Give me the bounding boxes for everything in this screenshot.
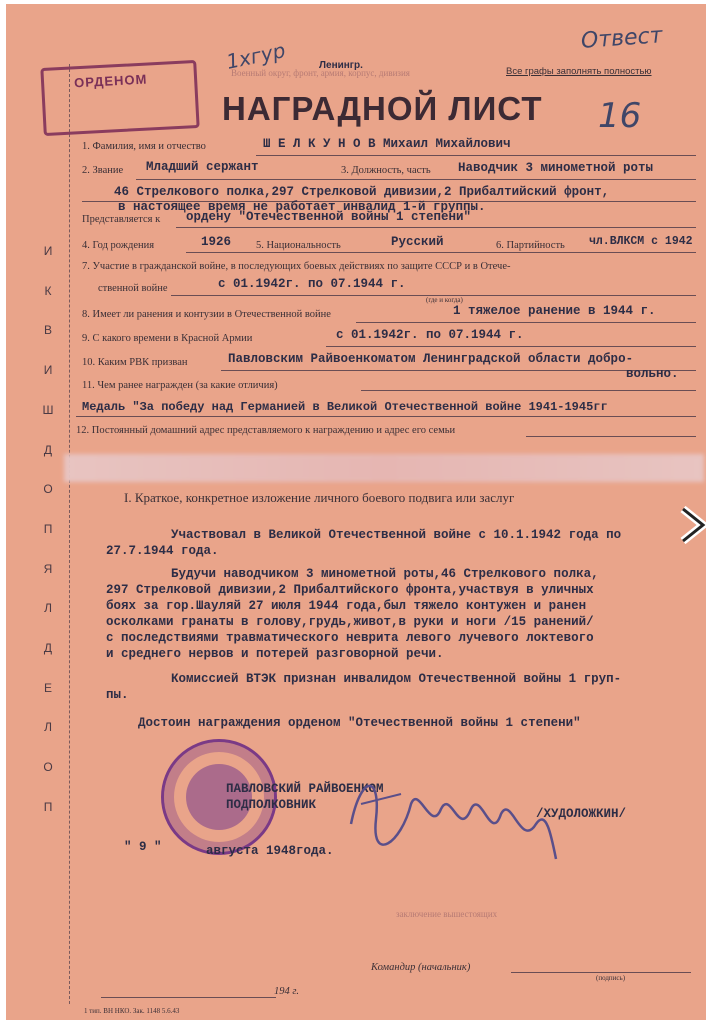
archive-stamp	[40, 60, 199, 136]
field-8-value: 1 тяжелое ранение в 1944 г.	[453, 304, 656, 318]
paragraph-3-line1: Комиссией ВТЭК признан инвалидом Отечественной войны 1 груп-	[171, 672, 622, 686]
field-8-label: 8. Имеет ли ранения и контузии в Отечественной войне	[82, 309, 331, 320]
commander-signature-hint: (подпись)	[596, 974, 626, 982]
sidebar-letter: Е	[43, 680, 52, 695]
date-day: " 9 "	[124, 840, 162, 854]
sidebar-letter: Д	[43, 641, 53, 656]
sidebar-letter: К	[44, 283, 52, 298]
sidebar-letter: Ш	[42, 402, 54, 417]
commander-label: Командир (начальник)	[371, 962, 471, 973]
field-5-value: Русский	[391, 235, 444, 249]
official-seal	[161, 739, 277, 855]
paragraph-2-line2: 297 Стрелковой дивизии,2 Прибалтийского фронта,участвуя в уличных	[106, 583, 594, 597]
field-10-value-line2: вольно.	[626, 367, 679, 381]
field-11-value: Медаль "За победу над Германией в Великой Отечественной войне 1941-1945гг	[82, 400, 608, 414]
handwritten-note-top-right: Отвест	[580, 23, 664, 54]
field-9-value: с 01.1942г. по 07.1944 г.	[336, 328, 524, 342]
signatory-title-line2: ПОДПОЛКОВНИК	[226, 798, 317, 812]
sidebar-letter: П	[43, 799, 53, 814]
paragraph-1-line2: 27.7.1944 года.	[106, 544, 219, 558]
field-1-value: Ш Е Л К У Н О В Михаил Михайлович	[263, 137, 511, 151]
date-suffix: года.	[296, 844, 334, 858]
sidebar-letter: Я	[43, 561, 53, 576]
sidebar-letter: И	[43, 363, 53, 378]
field-11-label: 11. Чем ранее награжден (за какие отличия)	[82, 380, 278, 391]
sidebar-letter: Л	[44, 720, 52, 735]
field-3-value-line1: Наводчик 3 минометной роты	[458, 161, 654, 175]
year-line: 194 г.	[274, 986, 299, 997]
paragraph-1-line1: Участвовал в Великой Отечественной войне с 10.1.1942 года по	[171, 528, 622, 542]
field-3-value-line2: 46 Стрелкового полка,297 Стрелковой дивизии,2 Прибалтийский фронт,	[114, 185, 610, 199]
signatory-title-line1: ПАВЛОВСКИЙ РАЙВОЕНКОМ	[226, 782, 384, 796]
faint-lower-text: заключение вышестоящих	[396, 909, 498, 919]
field-4-value: 1926	[201, 235, 232, 249]
sidebar-letter: Д	[43, 442, 53, 457]
field-6-value: чл.ВЛКСМ с 1942	[589, 235, 693, 248]
city-stamp: Ленингр.	[319, 60, 363, 71]
field-6-label: 6. Партийность	[496, 240, 565, 251]
sidebar-letter: О	[43, 482, 53, 497]
document-title: НАГРАДНОЙ ЛИСТ	[222, 90, 543, 127]
sidebar-letter: В	[43, 323, 52, 338]
paragraph-2-line5: с последствиями травматического неврита левого лучевого локтевого	[106, 631, 594, 645]
sidebar-vertical-label	[36, 244, 60, 814]
field-3-label: 3. Должность, часть	[341, 165, 431, 176]
next-page-arrow-icon[interactable]	[675, 505, 711, 545]
field-7-hint: (где и когда)	[426, 296, 463, 304]
stamp-text: ОРДЕНОМ	[73, 71, 148, 91]
field-2-label: 2. Звание	[82, 165, 124, 176]
paragraph-2-line4: осколками гранаты в голову,грудь,живот,в руки и ноги /15 ранений/	[106, 615, 594, 629]
faint-header-text: Военный округ, фронт, армия, корпус, дивизия	[231, 68, 410, 78]
field-1-label: 1. Фамилия, имя и отчество	[82, 141, 206, 152]
field-10-label: 10. Каким РВК призван	[82, 357, 188, 368]
print-info: 1 тип. ВН НКО. Зак. 1148 5.6.43	[84, 1007, 180, 1015]
field-7-label-line1: 7. Участие в гражданской войне, в последующих боевых действиях по защите СССР и в Отече-	[82, 261, 511, 272]
field-2-value: Младший сержант	[146, 160, 259, 174]
fill-all-fields-note: Все графы заполнять полностью	[506, 66, 652, 77]
sidebar-letter: О	[43, 760, 53, 775]
paragraph-4: Достоин награждения орденом "Отечественной войны 1 степени"	[138, 716, 581, 730]
field-4-label: 4. Год рождения	[82, 240, 155, 251]
signatory-name: /ХУДОЛОЖКИН/	[536, 807, 627, 821]
presented-value: ордену "Отечественной войны 1 степени"	[186, 210, 472, 224]
field-9-label: 9. С какого времени в Красной Армии	[82, 333, 253, 344]
document-sheet	[6, 4, 706, 1020]
handwritten-note-top-left: 1хгур	[224, 38, 288, 74]
paragraph-2-line1: Будучи наводчиком 3 минометной роты,46 Стрелкового полка,	[171, 567, 599, 581]
paragraph-2-line3: боях за гор.Шауляй 27 июля 1944 года,был тяжело контужен и ранен	[106, 599, 587, 613]
presented-label: Представляется к	[82, 214, 161, 225]
field-10-value-line1: Павловским Райвоенкоматом Ленинградской области добро-	[228, 352, 634, 366]
field-3-value-line3: в настоящее время не работает инвалид 1-й группы.	[118, 200, 486, 214]
paragraph-2-line6: и среднего нервов и потерей разговорной речи.	[106, 647, 444, 661]
handwritten-sheet-number: 16	[598, 96, 642, 136]
section-heading: I. Краткое, конкретное изложение личного боевого подвига или заслуг	[124, 490, 515, 505]
handwritten-signature	[341, 764, 561, 874]
date-month-year: августа 1948	[206, 844, 297, 858]
margin-fold-line	[69, 64, 71, 1004]
sidebar-letter: Л	[44, 601, 52, 616]
sidebar-letter: И	[43, 244, 53, 258]
sidebar-letter: П	[43, 521, 53, 536]
field-7-label-line2: ственной войне	[98, 283, 168, 294]
field-12-label: 12. Постоянный домашний адрес представляемого к награждению и адрес его семьи	[76, 425, 456, 436]
paragraph-3-line2: пы.	[106, 688, 129, 702]
field-5-label: 5. Национальность	[256, 240, 341, 251]
field-7-value: с 01.1942г. по 07.1944 г.	[218, 277, 406, 291]
redacted-address-area	[64, 454, 704, 482]
